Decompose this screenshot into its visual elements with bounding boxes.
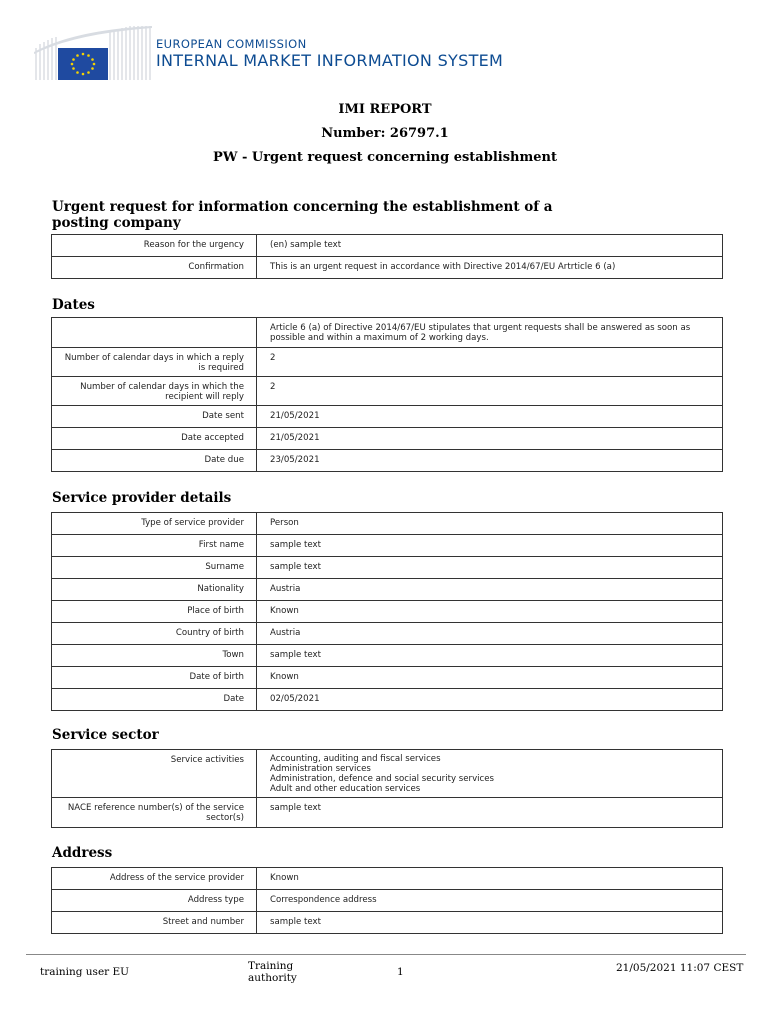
table-row [52,868,723,890]
table-row [52,377,723,406]
list-item: Administration, defence and social security services [270,774,495,784]
field-label: Date of birth [52,667,257,689]
field-value: 02/05/2021 [257,689,723,711]
field-label: Address of the service provider [52,868,257,890]
table-row [52,257,723,279]
field-label: Number of calendar days in which a reply is required [52,348,257,377]
footer-authority: Training authority [248,960,297,984]
table-row [52,406,723,428]
field-value: 21/05/2021 [257,428,723,450]
field-value: sample text [257,557,723,579]
field-label: Type of service provider [52,513,257,535]
field-label: Date accepted [52,428,257,450]
field-value: Known [257,868,723,890]
field-label: Place of birth [52,601,257,623]
table-row [52,235,723,257]
field-value: 23/05/2021 [257,450,723,472]
field-label [52,318,257,348]
field-value: sample text [257,912,723,934]
field-value: sample text [257,798,723,828]
table-row [52,750,723,798]
field-value: Correspondence address [257,890,723,912]
field-label: Service activities [52,750,257,798]
provider-table [51,512,723,711]
list-item: Adult and other education services [270,784,421,794]
footer-page-number: 1 [397,966,404,978]
field-label: Country of birth [52,623,257,645]
field-value: 2 [257,377,723,406]
urgent-table [51,234,723,279]
table-row [52,579,723,601]
field-value: 2 [257,348,723,377]
table-row [52,428,723,450]
dates-table [51,317,723,472]
field-value: Known [257,601,723,623]
field-value: 21/05/2021 [257,406,723,428]
footer-timestamp: 21/05/2021 11:07 CEST [616,962,744,974]
field-value: Known [257,667,723,689]
table-row [52,450,723,472]
sector-table [51,749,723,828]
field-label: Address type [52,890,257,912]
table-row [52,890,723,912]
table-row [52,513,723,535]
field-value: This is an urgent request in accordance with Directive 2014/67/EU Artrticle 6 (a) [257,257,723,279]
table-row [52,348,723,377]
org-name: EUROPEAN COMMISSION [156,37,307,51]
field-label: Street and number [52,912,257,934]
field-label: Number of calendar days in which the recipient will reply [52,377,257,406]
field-value: sample text [257,645,723,667]
field-label: First name [52,535,257,557]
field-label: Surname [52,557,257,579]
field-value: Austria [257,623,723,645]
report-number: Number: 26797.1 [321,126,449,141]
field-label: Reason for the urgency [52,235,257,257]
table-row [52,535,723,557]
section-heading-sector: Service sector [52,727,159,743]
section-heading-urgent: Urgent request for information concerning the establishment of a posting company [52,199,553,231]
eu-commission-logo [34,26,154,82]
report-title: IMI REPORT [338,102,432,117]
address-table [51,867,723,934]
field-label: Date sent [52,406,257,428]
field-label: Nationality [52,579,257,601]
service-activities-list [257,750,723,798]
list-item: Accounting, auditing and fiscal services [270,754,441,764]
report-subtitle: PW - Urgent request concerning establishment [213,150,557,165]
field-label: NACE reference number(s) of the service sector(s) [52,798,257,828]
table-row [52,623,723,645]
field-value: Article 6 (a) of Directive 2014/67/EU stipulates that urgent requests shall be answered as soon as possible and within a maximum of 2 working days. [257,318,723,348]
field-label: Date [52,689,257,711]
table-row [52,798,723,828]
table-row [52,601,723,623]
field-label: Town [52,645,257,667]
table-row [52,557,723,579]
footer-divider [26,954,746,955]
logo-text [156,38,503,71]
list-item: Administration services [270,764,371,774]
field-value: Austria [257,579,723,601]
system-name: INTERNAL MARKET INFORMATION SYSTEM [156,51,504,70]
section-heading-dates: Dates [52,297,95,313]
table-row [52,912,723,934]
field-value: (en) sample text [257,235,723,257]
table-row [52,318,723,348]
table-row [52,689,723,711]
field-label: Date due [52,450,257,472]
table-row [52,667,723,689]
ec-header [34,26,734,82]
field-value: Person [257,513,723,535]
section-heading-address: Address [52,845,113,861]
footer-user: training user EU [40,966,130,978]
field-label: Confirmation [52,257,257,279]
field-value: sample text [257,535,723,557]
section-heading-provider: Service provider details [52,490,232,506]
table-row [52,645,723,667]
